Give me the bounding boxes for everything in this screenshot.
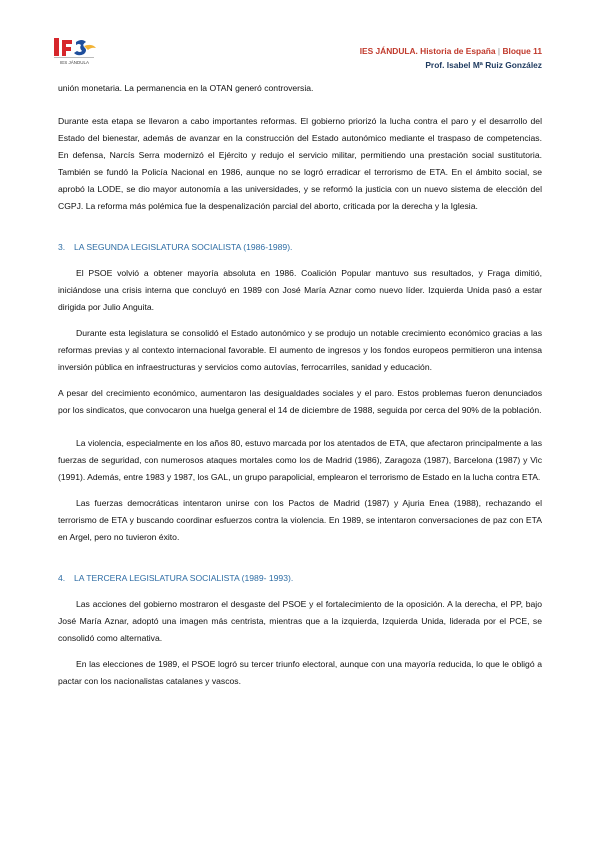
paragraph: unión monetaria. La permanencia en la OTAN generó controversia. <box>58 83 314 93</box>
section-title: LA TERCERA LEGISLATURA SOCIALISTA (1989- 1993). <box>74 573 294 583</box>
school-logo <box>48 36 100 66</box>
logo-text: IES JÁNDULA <box>60 60 90 65</box>
section-number: 4. <box>58 573 66 583</box>
header-title: IES JÁNDULA. Historia de España <box>359 46 496 56</box>
paragraph: A pesar del crecimiento económico, aumentaron las desigualdades sociales y el paro. Estos problemas fueron denunciados por los sindicatos, que convocaron una huelga general el 14 de diciembre de 1988, seguida por cerca del 90% de la población. <box>58 388 542 415</box>
document-body <box>58 80 542 690</box>
section-heading-3 <box>58 239 542 256</box>
paragraph: Durante esta legislatura se consolidó el Estado autonómico y se produjo un notable crecimiento económico gracias a las reformas previas y al contexto internacional favorable. El aumento de ingresos y los fondos europeos permitieron una intensa inversión pública en infraestructuras y servicios como autovías, ferrocarriles, sanidad y educación. <box>58 328 542 372</box>
paragraph: Durante esta etapa se llevaron a cabo importantes reformas. El gobierno priorizó la lucha contra el paro y el desarrollo del Estado del bienestar, además de avanzar en la construcción del Estado autonómico mediante el traspaso de competencias. En defensa, Narcís Serra modernizó el Ejército y redujo el servicio militar, permitiendo una prestación social sustitutoria. También se fundó la Policía Nacional en 1986, aunque no se logró erradicar el terrorismo de ETA. En el ámbito social, se aprobó la LODE, se dio mayor autonomía a las universidades, y se reformó la justicia con un nuevo sistema de elección del CGPJ. La reforma más polémica fue la despenalización parcial del aborto, criticada por la derecha y la Iglesia. <box>58 116 542 211</box>
paragraph: Las acciones del gobierno mostraron el desgaste del PSOE y el fortalecimiento de la oposición. A la derecha, el PP, bajo José María Aznar, adoptó una imagen más centrista, mientras que a la izquierda, Izquierda Unida, liderada por el PCE, se consolidó como alternativa. <box>58 599 542 643</box>
paragraph: La violencia, especialmente en los años 80, estuvo marcada por los atentados de ETA, que afectaron principalmente a las fuerzas de seguridad, con numerosos ataques mortales como los de Madrid (1986), Zaragoza (1987), Barcelona (1987) y Vic (1991). Además, entre 1983 y 1987, los GAL, un grupo parapolicial, emplearon el terrorismo de Estado en la lucha contra ETA. <box>58 438 542 482</box>
page-header <box>360 44 542 72</box>
section-title: LA SEGUNDA LEGISLATURA SOCIALISTA (1986-1989). <box>74 242 293 252</box>
paragraph: Las fuerzas democráticas intentaron unirse con los Pactos de Madrid (1987) y Ajuria Enea (1988), rechazando el terrorismo de ETA y buscando coordinar esfuerzos contra la violencia. En 1989, se intentaron conversaciones de paz con ETA en Argel, pero no tuvieron éxito. <box>58 498 542 542</box>
header-separator: | <box>497 46 501 56</box>
section-number: 3. <box>58 242 66 252</box>
paragraph: En las elecciones de 1989, el PSOE logró su tercer triunfo electoral, aunque con una mayoría reducida, lo que le obligó a pactar con los nacionalistas catalanes y vascos. <box>58 659 542 686</box>
header-block: Bloque 11 <box>502 46 542 56</box>
section-heading-4 <box>58 570 542 587</box>
paragraph: El PSOE volvió a obtener mayoría absoluta en 1986. Coalición Popular mantuvo sus resultados, y Fraga dimitió, iniciándose una crisis interna que concluyó en 1989 con José María Aznar como nuevo líder. Izquierda Unida pasó a estar dirigida por Julio Anguita. <box>58 268 542 312</box>
header-author: Prof. Isabel Mª Ruiz González <box>425 60 542 70</box>
